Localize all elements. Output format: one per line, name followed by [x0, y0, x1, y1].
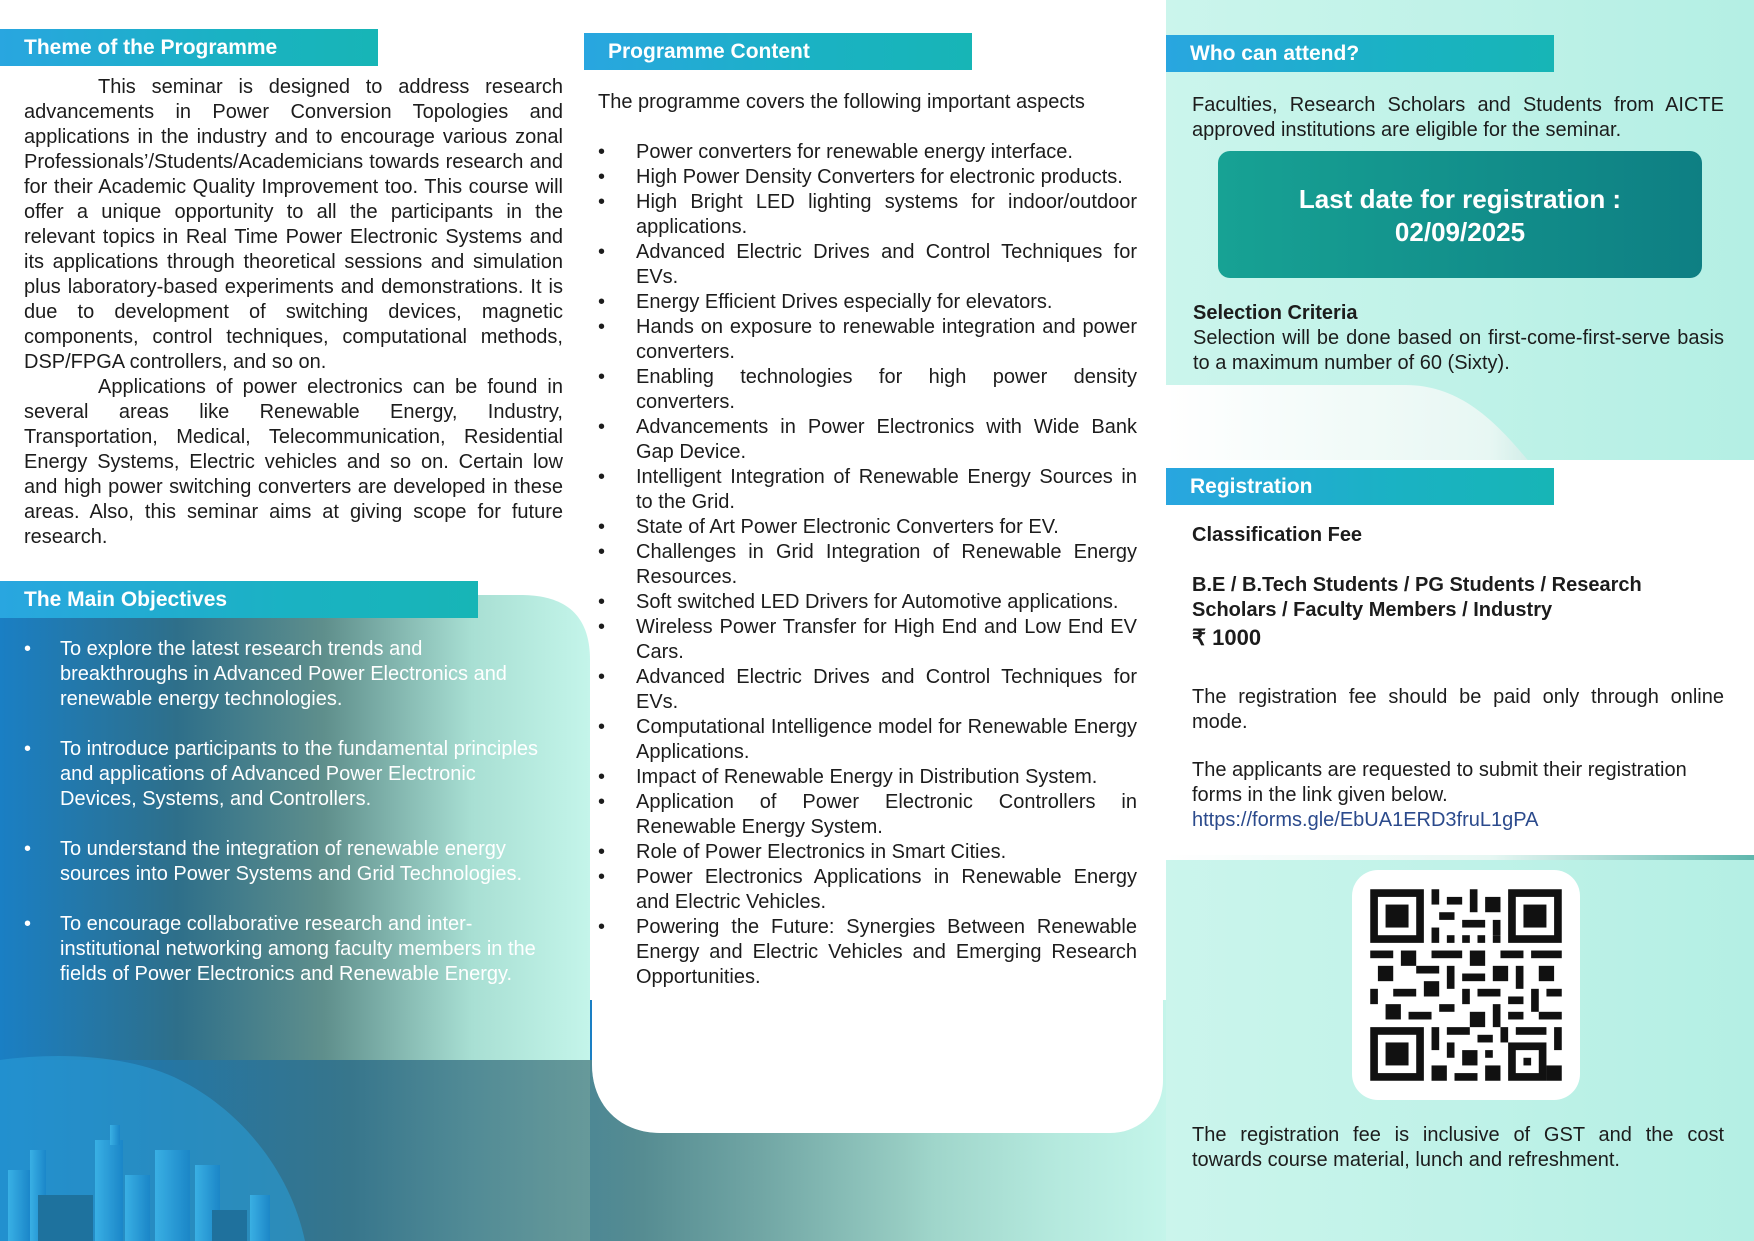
registration-link[interactable]: https://forms.gle/EbUA1ERD3fruL1gPA	[1192, 809, 1539, 831]
qr-code-card	[1352, 870, 1580, 1100]
objective-item: • To understand the integration of renewable energy sources into Power Systems and Grid Technologies.	[24, 837, 544, 887]
content-item: • Soft switched LED Drivers for Automotive applications.	[598, 590, 1137, 615]
content-list	[598, 140, 1137, 990]
qr-code-icon[interactable]	[1352, 870, 1580, 1100]
content-item: • High Power Density Converters for electronic products.	[598, 165, 1137, 190]
content-item: • Advanced Electric Drives and Control Techniques for EVs.	[598, 240, 1137, 290]
content-item: • High Bright LED lighting systems for indoor/outdoor applications.	[598, 190, 1137, 240]
deadline-label: Last date for registration :	[1298, 184, 1622, 214]
theme-paragraph-2-text: Applications of power electronics can be found in several areas like Renewable Energy, Industry, Transportation, Medical, Telecommunication, Residential Energy Systems, Electric vehicles and so on. Certain low and high power switching converters are developed in these areas. Also, this seminar aims at giving scope for future research.	[24, 376, 563, 548]
fee-categories: B.E / B.Tech Students / PG Students / Research Scholars / Faculty Members / Industry	[1192, 574, 1642, 621]
content-item: • Application of Power Electronic Controllers in Renewable Energy System.	[598, 790, 1137, 840]
objective-item: • To explore the latest research trends and breakthroughs in Advanced Power Electronics and renewable energy technologies.	[24, 637, 544, 712]
content-item: • Intelligent Integration of Renewable Energy Sources in to the Grid.	[598, 465, 1137, 515]
payment-note: The registration fee should be paid only through online mode.	[1192, 686, 1724, 733]
registration-heading: Registration	[1166, 468, 1554, 505]
theme-heading: Theme of the Programme	[0, 29, 378, 66]
content-item: • Role of Power Electronics in Smart Cities.	[598, 840, 1137, 865]
objective-item: • To encourage collaborative research and inter-institutional networking among faculty members in the fields of Power Electronics and Renewable Energy.	[24, 912, 544, 987]
content-item: • Power Electronics Applications in Renewable Energy and Electric Vehicles.	[598, 865, 1137, 915]
theme-paragraph-1	[24, 75, 563, 550]
submit-note: The applicants are requested to submit their registration forms in the link given below.	[1192, 759, 1687, 806]
content-item: • Enabling technologies for high power density converters.	[598, 365, 1137, 415]
objectives-heading: The Main Objectives	[0, 581, 478, 618]
content-item: • Wireless Power Transfer for High End and Low End EV Cars.	[598, 615, 1137, 665]
deadline-date: 02/09/2025	[1394, 217, 1526, 247]
objective-item: • To introduce participants to the fundamental principles and applications of Advanced Power Electronic Devices, Systems, and Controllers.	[24, 737, 544, 812]
deadline-box	[1218, 151, 1702, 278]
inclusive-note: The registration fee is inclusive of GST and the cost towards course material, lunch and refreshment.	[1192, 1124, 1724, 1171]
theme-paragraph-1-text: This seminar is designed to address research advancements in Power Conversion Topologies and applications in the industry and to encourage various zonal Professionals’/Students/Academicians towards research and for their Academic Quality Improvement too. This course will offer a unique opportunity to all the participants in the relevant topics in Real Time Power Electronic Systems and its applications through theoretical sessions and simulation plus laboratory-based experiments and demonstrations. It is due to development of switching devices, magnetic components, control techniques, computational methods, DSP/FPGA controllers, and so on.	[24, 76, 563, 373]
content-intro: The programme covers the following important aspects	[598, 91, 1085, 113]
content-item: • Impact of Renewable Energy in Distribution System.	[598, 765, 1137, 790]
content-item: • Advancements in Power Electronics with Wide Bank Gap Device.	[598, 415, 1137, 465]
criteria-title: Selection Criteria	[1193, 302, 1358, 324]
content-item: • Hands on exposure to renewable integration and power converters.	[598, 315, 1137, 365]
content-item: • State of Art Power Electronic Converters for EV.	[598, 515, 1137, 540]
fee-title: Classification Fee	[1192, 524, 1363, 546]
attend-heading: Who can attend?	[1166, 35, 1554, 72]
criteria-text: Selection will be done based on first-come-first-serve basis to a maximum number of 60 (Sixty).	[1193, 327, 1724, 374]
content-item: • Advanced Electric Drives and Control Techniques for EVs.	[598, 665, 1137, 715]
content-heading: Programme Content	[584, 33, 972, 70]
content-item: • Energy Efficient Drives especially for elevators.	[598, 290, 1137, 315]
content-item: • Challenges in Grid Integration of Renewable Energy Resources.	[598, 540, 1137, 590]
objectives-list	[24, 637, 544, 1012]
content-item: • Powering the Future: Synergies Between Renewable Energy and Electric Vehicles and Emerging Research Opportunities.	[598, 915, 1137, 990]
attend-text: Faculties, Research Scholars and Students from AICTE approved institutions are eligible for the seminar.	[1192, 94, 1724, 141]
content-item: • Power converters for renewable energy interface.	[598, 140, 1137, 165]
content-item: • Computational Intelligence model for Renewable Energy Applications.	[598, 715, 1137, 765]
fee-amount: ₹ 1000	[1192, 625, 1262, 650]
